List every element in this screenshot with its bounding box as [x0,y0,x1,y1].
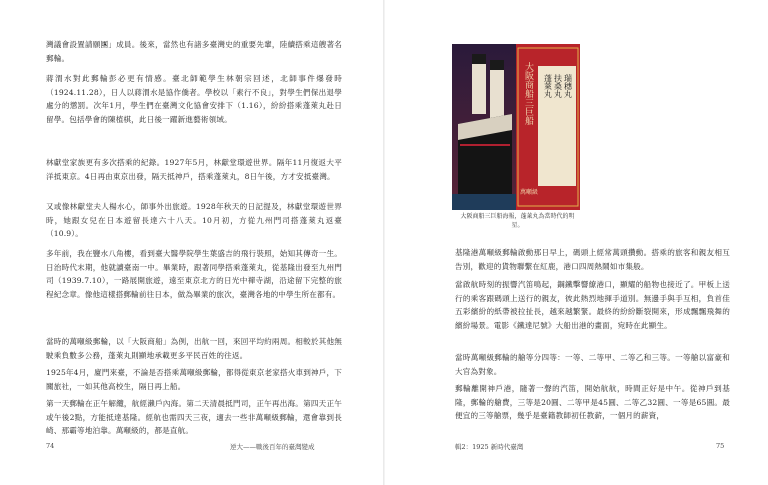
left-paragraph-1: 灣議會設置請願團」成員。後來，當然也有諸多臺灣史的重要先輩，陸續搭乘這艘著名郵輪。 [46,40,342,63]
left-paragraph-8: 第一天郵輪在正午解纜，航經瀨戶內海。第二天清晨抵門司，正午再出海。第四天正午或午後2點，方能抵達基隆。經航也需四天三夜，適去一些非萬噸級郵輪，還會靠到長崎、那霸等地泊靠。萬噸級的，都是直航。 [46,399,342,436]
poster-ship-2: 扶桑丸 [553,74,563,98]
left-page-number: 74 [46,442,55,450]
left-paragraph-2: 蔣渭水對此郵輪彭必更有情感。臺北師範學生林朝宗回述，北師事件爆發時（1924.11.28），日人以蔣渭水是協作僑者。學校以「素行不良」，對學生們保出退學處分的懲罰。次年1月，學生們在臺灣文化協會安排下（1.16），紛紛搭乘蓬萊丸赴日留學。包括學會的陳植棋，此日後一躍新進藝術領域。 [46,74,342,124]
right-paragraph-1: 基隆港萬噸級郵輪啟動那日早上，碼頭上經常萬頭攢動。搭乘的旅客和親友相互告別，歡迎的貨物聯繫在紅鹿，港口四周熱鬧如市集般。 [455,248,730,271]
ship-poster-image [452,44,580,210]
left-paragraph-5: 多年前，我在鹽水八角樓，看到臺大醫學院學生葉盛吉的飛行裝照，始知其傳奇一生。日治時代末期，他就讀臺南一中。畢業時，跟著同學搭乘蓬萊丸，從基隆出發至九州門司（1939.7.10），一路展開旅遊，遠至東京北方的日光中禪寺湖，沿途留下完整的旅程紀念章。像他這樣搭郵輪前往日本，做為畢業的旅次，臺灣各地的中學生所在都有。 [46,249,342,299]
right-paragraph-3: 當時萬噸級郵輪的艙等分四等：一等、二等甲、二等乙和三等。一等艙以富豪和大官為對象。 [455,353,730,376]
right-paragraph-2: 當啟航時刻的振響汽笛鳴起，鋼鐵擊響繚港口，顯耀的船物也接近了。甲板上送行的乘客跟碼頭上送行的親友，彼此熱烈地揮手道別。無邊手與手互相，負首佳五彩繽紛的紙帶被拉扯長，越來越繁緊。最終的紛紛斷裂開來，形成飄飄飛舞的繽紛場景。電影《鐵達尼號》大船出港的畫面，宛時在此顯生。 [455,280,730,330]
left-running-title: 逆大——戰後百年的臺灣變成 [230,443,315,451]
right-page-number: 75 [716,442,725,450]
ship-poster-art [452,44,580,210]
left-paragraph-4: 又或像林獻堂夫人楊水心，師事外出旅遊。1928年秋天的日記提及，林獻堂環遊世界時，她跟女兒在日本遊留長達六十八天。10月初，方從九州門司搭蓬萊丸返臺（10.9）。 [46,202,342,239]
poster-caption: 大阪商船三巨船海報，蓬萊丸為當時代的明星。 [460,213,575,229]
right-paragraph-4: 郵輪離開神戶港，隨著一聲的汽笛，開始航航，時間正好是中午。從神戶到基隆，郵輪的艙費，三等是20圓、二等甲是45圓、二等乙32圓、一等是65圓。最便宜的三等艙票，幾乎是臺籍教師初任教薪，一個月的薪資， [455,384,730,421]
poster-ship-3: 瑞穗丸 [563,74,573,98]
poster-ship-1: 蓬萊丸 [543,74,553,98]
left-paragraph-3: 林獻堂家族更有多次搭乘的紀錄。1927年5月，林獻堂環遊世界。隔年11月復返大平洋抵東京。4日再由東京出發，隔天抵神戶，搭乘蓬萊丸，8日午後，方才安抵臺灣。 [46,158,342,181]
poster-side-text: 萬噸級 [520,189,539,196]
left-paragraph-7: 1925年4月，廈門來臺，不論是否搭乘萬噸級郵輪，都得從東京老家搭火車到神戶，下關旅社，一如其他高校生，隔日再上船。 [46,368,342,391]
poster-headline: 大阪商船三巨船 [523,62,533,125]
right-running-title: 輯2：1925 新時代臺灣 [455,443,524,451]
left-paragraph-6: 當時的萬噸級郵輪，以「大阪商船」為例，出航一回，來回平均約兩周。相較於其他無駛乘負數多公務，蓬萊丸則顯地承載更多平民百姓的往返。 [46,337,342,360]
